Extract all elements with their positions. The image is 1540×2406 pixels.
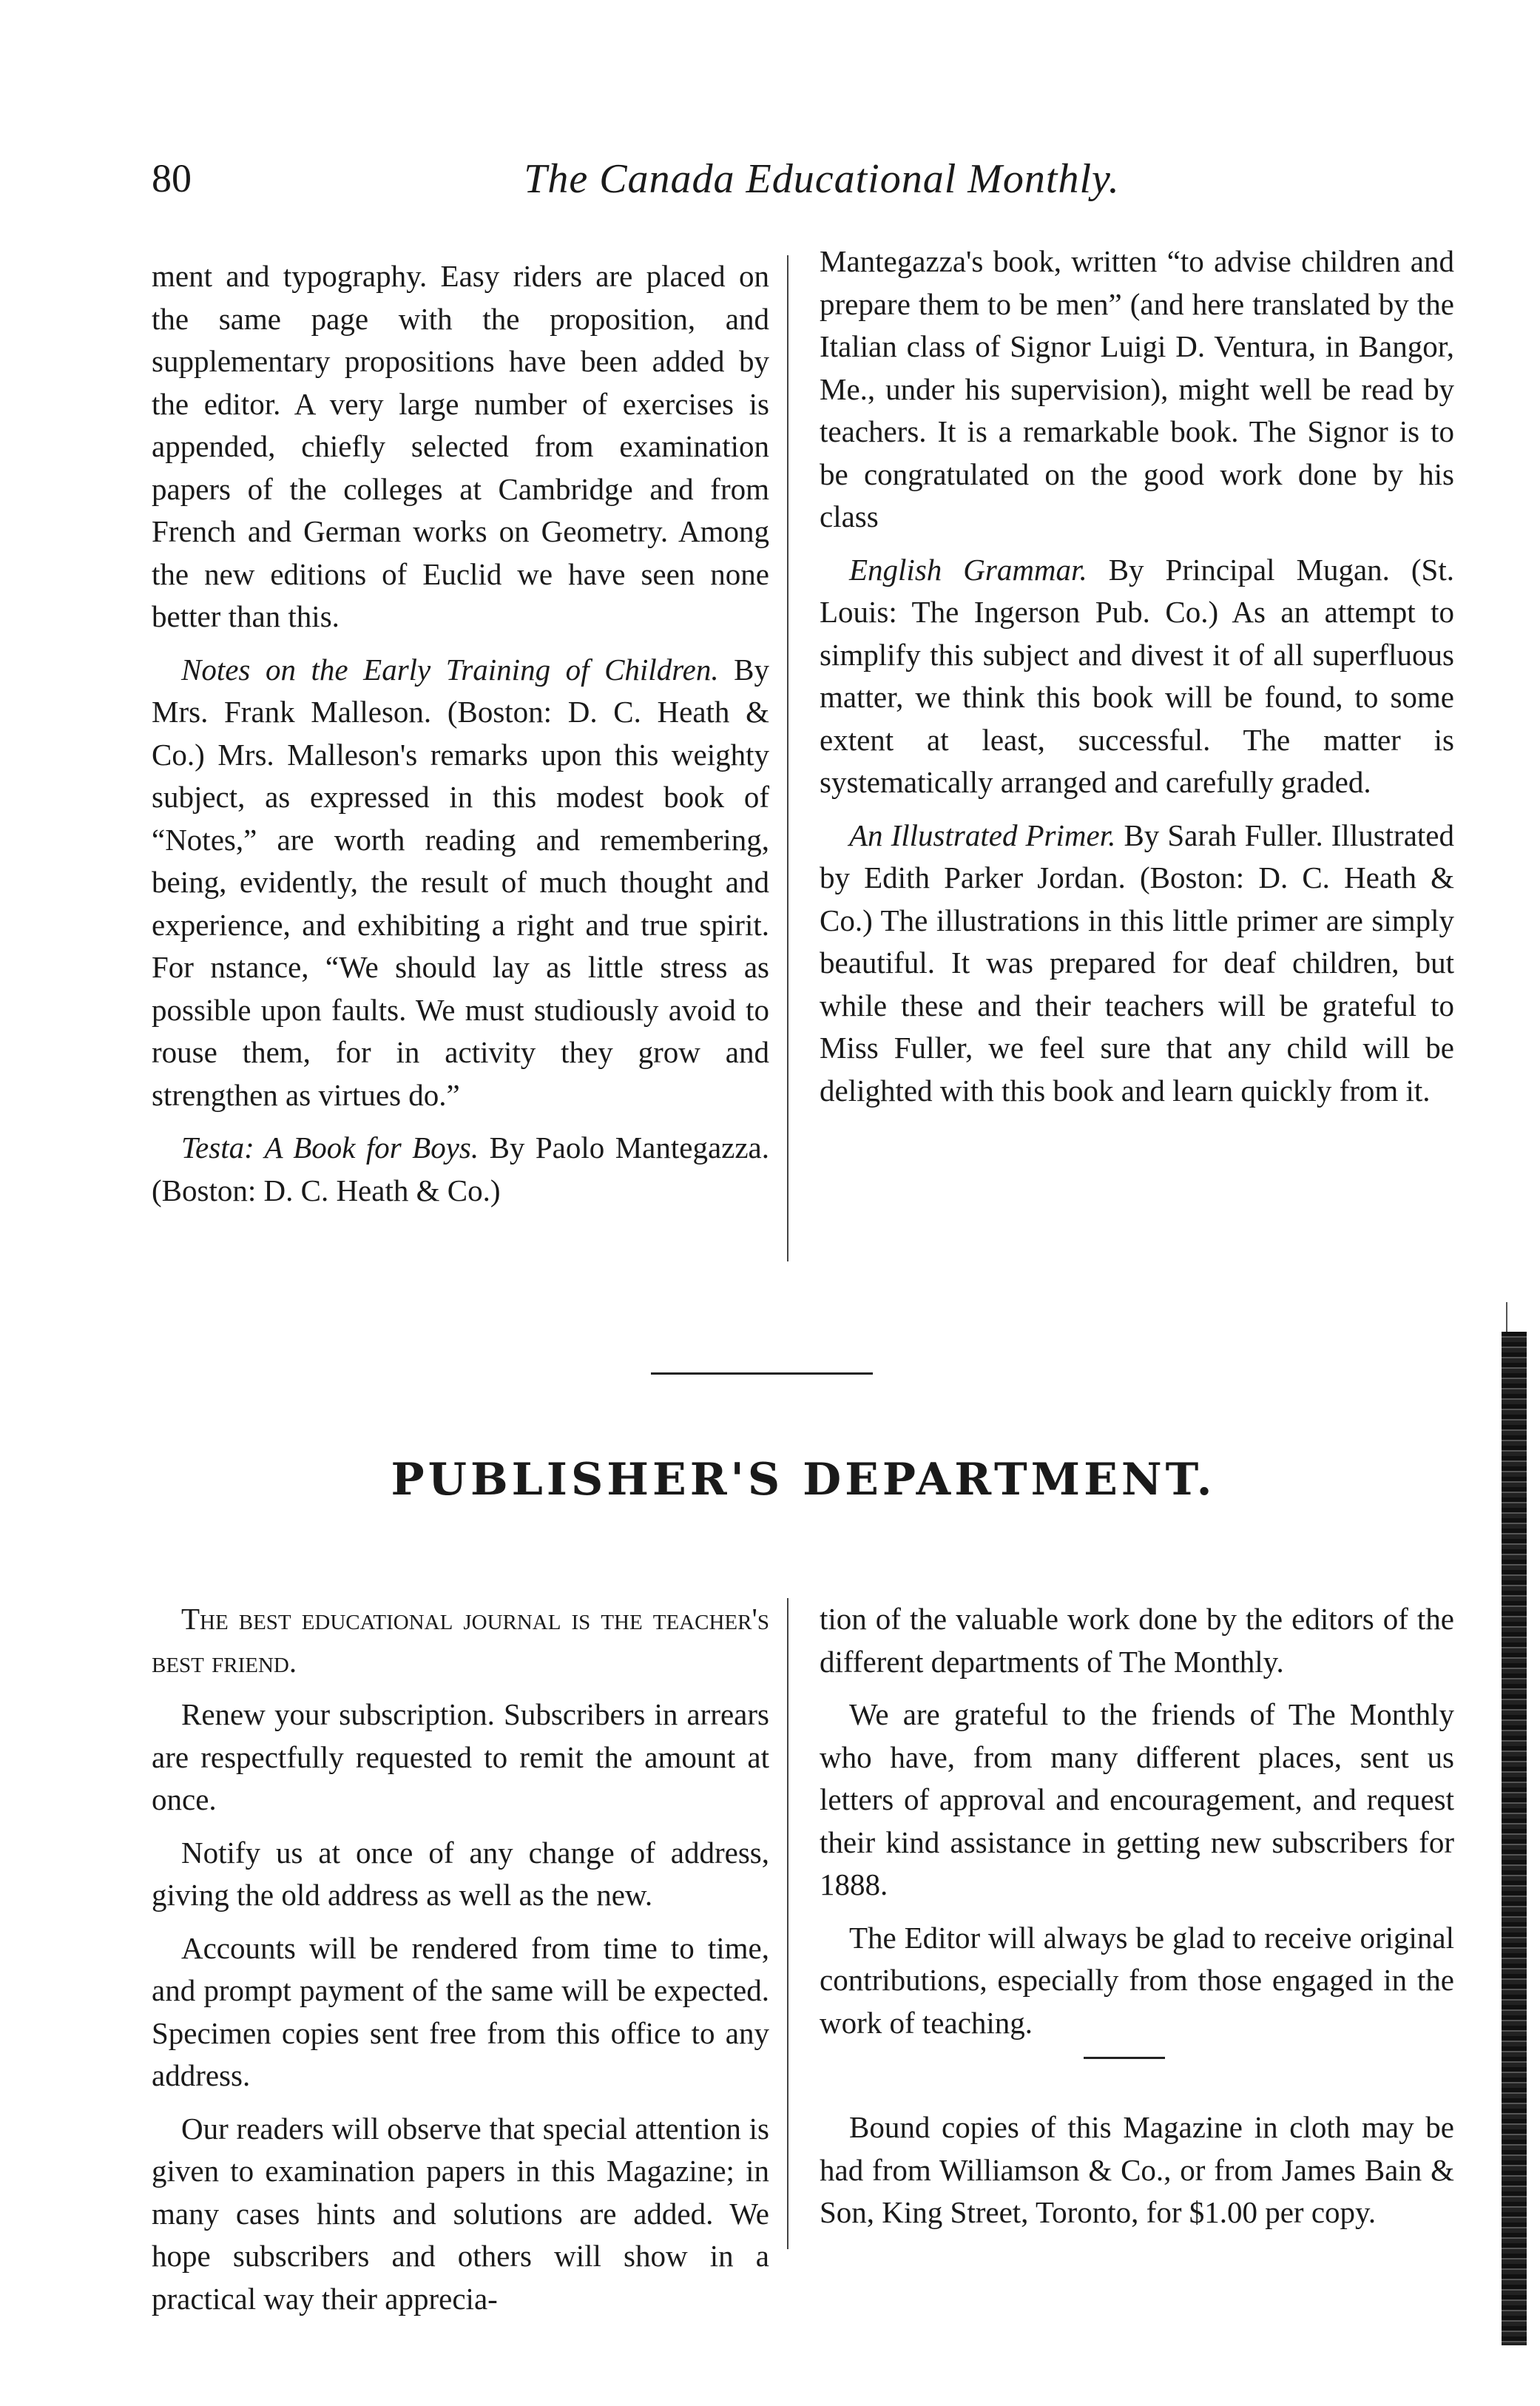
left-column-top [152, 255, 769, 1222]
book-title-illustrated-primer: An Illustrated Primer. [849, 818, 1116, 852]
column-divider-bottom [787, 1598, 788, 2249]
section-heading: PUBLISHER'S DEPARTMENT. [391, 1454, 1216, 1506]
review-testa-continued: Mantegazza's book, written “to advise children and prepare them to be men” (and here translated by the Italian class of Signor Luigi D. Ventura, in Bangor, Me., under his supervision), might well be read by teachers. It is a remarkable book. The Signor is to be congratulated on the good work done by his class [820, 244, 1454, 533]
book-title-testa: Testa: A Book for Boys. [181, 1130, 479, 1165]
review-notes-body: By Mrs. Frank Malleson. (Boston: D. C. Heath & Co.) Mrs. Malleson's remarks upon this weighty subject, as expressed in this modest book of “Notes,” are worth reading and remembering, being, evidently, the result of much thought and experience, and exhibiting a right and true spirit. For nstance, “We should lay as little stress as possible upon faults. We must studiously avoid to rouse them, for in activity they grow and strengthen as virtues do.” [152, 652, 769, 1112]
publisher-note-bound-copies: Bound copies of this Magazine in cloth may be had from Williamson & Co., or from James Bain & Son, King Street, Toronto, for $1.00 per copy. [820, 2110, 1454, 2229]
publisher-note-renew: Renew your subscription. Subscribers in arrears are respectfully requested to remit the amount at once. [152, 1697, 769, 1816]
review-illustrated-primer-body: By Sarah Fuller. Illustrated by Edith Parker Jordan. (Boston: D. C. Heath & Co.) The illustrations in this little primer are simply beautiful. It was prepared for deaf children, but while these and their teachers will be grateful to Miss Fuller, we feel sure that any child will be delighted with this book and learn quickly from it. [820, 818, 1454, 1108]
review-testa-body: By Paolo Mantegazza. (Boston: D. C. Heath & Co.) [152, 1130, 769, 1207]
review-notes-early-training [152, 649, 769, 1117]
publisher-note-accounts: Accounts will be rendered from time to time, and prompt payment of the same will be expected. Specimen copies sent free from this office to any address. [152, 1930, 769, 2092]
publisher-note-examination-papers: Our readers will observe that special attention is given to examination papers in this Magazine; in many cases hints and solutions are added. We hope subscribers and others will show in a practical way their apprecia- [152, 2111, 769, 2316]
book-title-english-grammar: English Grammar. [849, 552, 1087, 587]
review-english-grammar-body: By Principal Mugan. (St. Louis: The Ingerson Pub. Co.) As an attempt to simplify this subject and divest it of all superfluous matter, we think this book will be found, to some extent at least, successful. The matter is systematically arranged and carefully graded. [820, 552, 1455, 799]
column-divider-top [787, 255, 788, 1261]
book-title-notes-early-training: Notes on the Early Training of Children. [181, 652, 719, 687]
scan-edge-line [1506, 1302, 1507, 1332]
right-column-bottom [820, 1598, 1454, 2245]
publisher-note-best-journal: The best educational journal is the teacher's best friend. [152, 1602, 769, 1679]
review-euclid-continued: ment and typography. Easy riders are placed on the same page with the proposition, and supplementary propositions have been added by the editor. A very large number of exercises is appended, chiefly selected from examination papers of the colleges at Cambridge and from French and German works on Geometry. Among the new editions of Euclid we have seen none better than this. [152, 259, 769, 633]
right-column-top [820, 240, 1454, 1122]
review-illustrated-primer [820, 815, 1454, 1113]
publisher-note-grateful: We are grateful to the friends of The Monthly who have, from many different places, sent us letters of approval and encouragement, and request their kind assistance in getting new subscribers for 1888. [820, 1697, 1454, 1901]
spacer [820, 2055, 1454, 2106]
review-english-grammar [820, 549, 1454, 804]
page-number: 80 [152, 156, 192, 200]
review-testa [152, 1127, 769, 1212]
running-title: The Canada Educational Monthly. [524, 156, 1120, 202]
left-column-bottom [152, 1598, 769, 2331]
page-header [0, 155, 1540, 215]
publisher-note-continued: tion of the valuable work done by the editors of the different departments of The Monthly. [820, 1602, 1454, 1679]
publisher-note-contributions: The Editor will always be glad to receive original contributions, especially from those engaged in the work of teaching. [820, 1920, 1454, 2040]
publisher-note-address-change: Notify us at once of any change of address, giving the old address as well as the new. [152, 1835, 769, 1912]
short-divider-rule [1084, 2057, 1165, 2059]
section-divider-rule [651, 1372, 873, 1375]
scan-edge-shadow [1502, 1332, 1527, 2345]
